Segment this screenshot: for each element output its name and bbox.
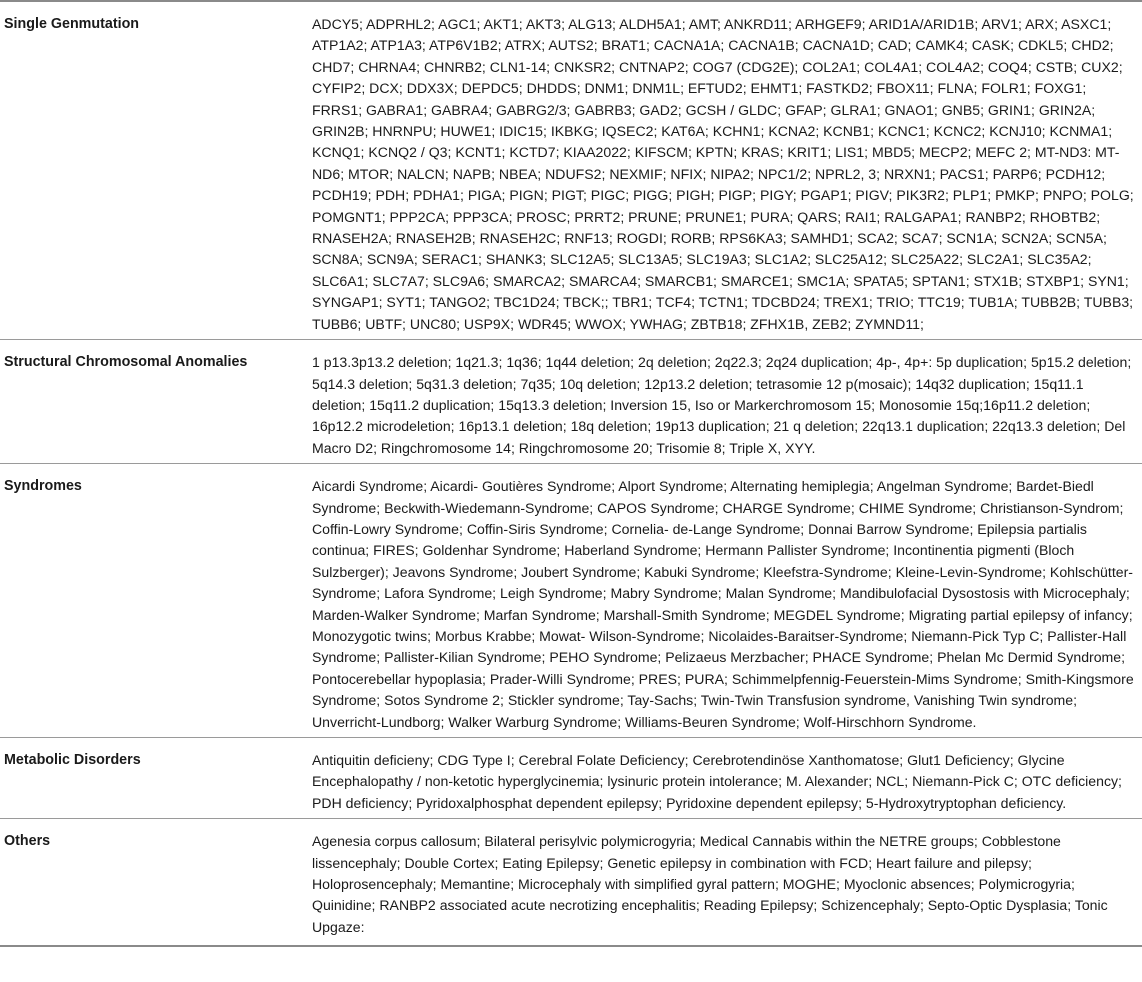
category-items: ADCY5; ADPRHL2; AGC1; AKT1; AKT3; ALG13; ALDH5A1; AMT; ANKRD11; ARHGEF9; ARID1A/ARID1B; ARV1; ARX; ASXC1; ATP1A2; ATP1A3; ATP6V1B2; ATRX; AUTS2; BRAT1; CACNA1A; CACNA1B; CACNA1D; CAD; CAMK4; CASK; CDKL5; CHD2; CHD7; CHRNA4; CHNRB2; CLN1-14; CNKSR2; CNTNAP2; COG7 (CDG2E); COL2A1; COL4A1; COL4A2; COQ4; CSTB; CUX2; CYFIP2; DCX; DDX3X; DEPDC5; DHDDS; DNM1; DNM1L; EFTUD2; EHMT1; FASTKD2; FBOX11; FLNA; FOLR1; FOXG1; FRRS1; GABRA1; GABRA4; GABRG2/3; GABRB3; GAD2; GCSH / GLDC; GFAP; GLRA1; GNAO1; GNB5; GRIN1; GRIN2A; GRIN2B; HNRNPU; HUWE1; IDIC15; IKBKG; IQSEC2; KAT6A; KCHN1; KCNA2; KCNB1; KCNC1; KCNC2; KCNJ10; KCNMA1; KCNQ1; KCNQ2 / Q3; KCNT1; KCTD7; KIAA2022; KIFSCM; KPTN; KRAS; KRIT1; LIS1; MBD5; MECP2; MEFC 2; MT-ND3: MT-ND6; MTOR; NALCN; NAPB; NBEA; NDUFS2; NEXMIF; NFIX; NIPA2; NPC1/2; NPRL2, 3; NRXN1; PACS1; PARP6; PCDH12; PCDH19; PDH; PDHA1; PIGA; PIGN; PIGT; PIGC; PIGG; PIGH; PIGP; PIGY; PGAP1; PIGV; PIK3R2; PLP1; PMKP; PNPO; POLG; POMGNT1; PPP2CA; PPP3CA; PROSC; PRRT2; PRUNE; PRUNE1; PURA; QARS; RAI1; RALGAPA1; RANBP2; RHOBTB2; RNASEH2A; RNASEH2B; RNASEH2C; RNF13; ROGDI; RORB; RPS6KA3; SAMHD1; SCA2; SCA7; SCN1A; SCN2A; SCN5A; SCN8A; SCN9A; SERAC1; SHANK3; SLC12A5; SLC13A5; SLC19A3; SLC1A2; SLC25A12; SLC25A22; SLC2A1; SLC35A2; SLC6A1; SLC7A7; SLC9A6; SMARCA2; SMARCA4; SMARCB1; SMARCE1; SMC1A; SPATA5; SPTAN1; STX1B; STXBP1; SYN1; SYNGAP1; SYT1; TANGO2; TBC1D24; TBCK;; TBR1; TCF4; TCTN1; TDCBD24; TREX1; TRIO; TTC19; TUB1A; TUBB2B; TUBB3; TUBB6; UBTF; UNC80; USP9X; WDR45; WWOX; YWHAG; ZBTB18; ZFHX1B, ZEB2; ZYMND11;: [312, 16, 1134, 332]
category-label: Syndromes: [4, 478, 82, 495]
category-label: Others: [4, 833, 51, 850]
category-label: Metabolic Disorders: [4, 752, 141, 768]
table-row-single-genmutation: [0, 2, 1142, 340]
category-items: Agenesia corpus callosum; Bilateral perisylvic polymicrogyria; Medical Cannabis within the NETRE groups; Cobblestone lissencephaly; Double Cortex; Eating Epilepsy; Genetic epilepsy in combination with FCD; Heart failure and pilepsy; Holoprosencephaly; Memantine; Microcephaly with simplified gyral pattern; MOGHE; Myoclonic absences; Polymicrogyria; Quinidine; RANBP2 associated acute necrotizing encephalitis; Reading Epilepsy; Schizencephaly; Septo-Optic Dysplasia; Tonic Upgaze:: [312, 833, 1108, 935]
category-label: Structural Chromosomal Anomalies: [4, 354, 248, 371]
category-items: Aicardi Syndrome; Aicardi- Goutières Syndrome; Alport Syndrome; Alternating hemiplegia; Angelman Syndrome; Bardet-Biedl Syndrome; Beckwith-Wiedemann-Syndrome; CAPOS Syndrome; CHARGE Syndrome; CHIME Syndrome; Christianson-Syndrom; Coffin-Lowry Syndrome; Coffin-Siris Syndrome; Cornelia- de-Lange Syndrome; Donnai Barrow Syndrome; Epilepsia partialis continua; FIRES; Goldenhar Syndrome; Haberland Syndrome; Hermann Pallister Syndrome; Incontinentia pigmenti (Bloch Sulzberger); Jeavons Syndrome; Joubert Syndrome; Kabuki Syndrome; Kleefstra-Syndrome; Kleine-Levin-Syndrome; Kohlschütter-Syndrome; Lafora Syndrome; Leigh Syndrome; Mabry Syndrome; Malan Syndrome; Mandibulofacial Dysostosis with Microcephaly; Marden-Walker Syndrome; Marfan Syndrome; Marshall-Smith Syndrome; MEGDEL Syndrome; Migrating partial epilepsy of infancy; Monozygotic twins; Morbus Krabbe; Mowat- Wilson-Syndrome; Nicolaides-Baraitser-Syndrome; Niemann-Pick Typ C; Pallister-Hall Syndrome; Pallister-Kilian Syndrome; PEHO Syndrome; Pelizaeus Merzbacher; PHACE Syndrome; Phelan Mc Dermid Syndrome; Pontocerebellar hypoplasia; Prader-Willi Syndrome; PRES; PURA; Schimmelpfennig-Feuerstein-Mims Syndrome; Smith-Kingsmore Syndrome; Sotos Syndrome 2; Stickler syndrome; Tay-Sachs; Twin-Twin Transfusion syndrome, Vanishing Twin syndrome; Unverricht-Lundborg; Walker Warburg Syndrome; Williams-Beuren Syndrome; Wolf-Hirschhorn Syndrome.: [312, 478, 1134, 730]
category-label: Single Genmutation: [4, 16, 140, 32]
category-items: Antiquitin deficieny; CDG Type I; Cerebral Folate Deficiency; Cerebrotendinöse Xanthomatose; Glut1 Deficiency; Glycine Encephalopathy / non-ketotic hyperglycinemia; lysinuric protein intolerance; M. Alexander; NCL; Niemann-Pick C; OTC deficiency; PDH deficiency; Pyridoxalphosphat dependent epilepsy; Pyridoxine dependent epilepsy; 5-Hydroxytryptophan deficiency.: [312, 752, 1122, 811]
table-row-syndromes: [0, 464, 1142, 738]
category-items: 1 p13.3p13.2 deletion; 1q21.3; 1q36; 1q44 deletion; 2q deletion; 2q22.3; 2q24 duplication; 4p-, 4p+: 5p duplication; 5p15.2 deletion; 5q14.3 deletion; 5q31.3 deletion; 7q35; 10q deletion; 12p13.2 deletion; tetrasomie 12 p(mosaic); 14q32 duplication; 15q11.1 deletion; 15q11.2 duplication; 15q13.3 deletion; Inversion 15, Iso or Markerchromosom 15; Monosomie 15q;16p11.2 deletion; 16p12.2 microdeletion; 16p13.1 deletion; 18q deletion; 19p13 duplication; 21 q deletion; 22q13.1 duplication; 22q13.3 deletion; Del Macro D2; Ringchromosome 14; Ringchromosome 20; Trisomie 8; Triple X, XYY.: [312, 354, 1132, 456]
table-row-structural-chromosomal-anomalies: [0, 340, 1142, 464]
table-row-metabolic-disorders: [0, 738, 1142, 819]
table-row-others: [0, 819, 1142, 947]
